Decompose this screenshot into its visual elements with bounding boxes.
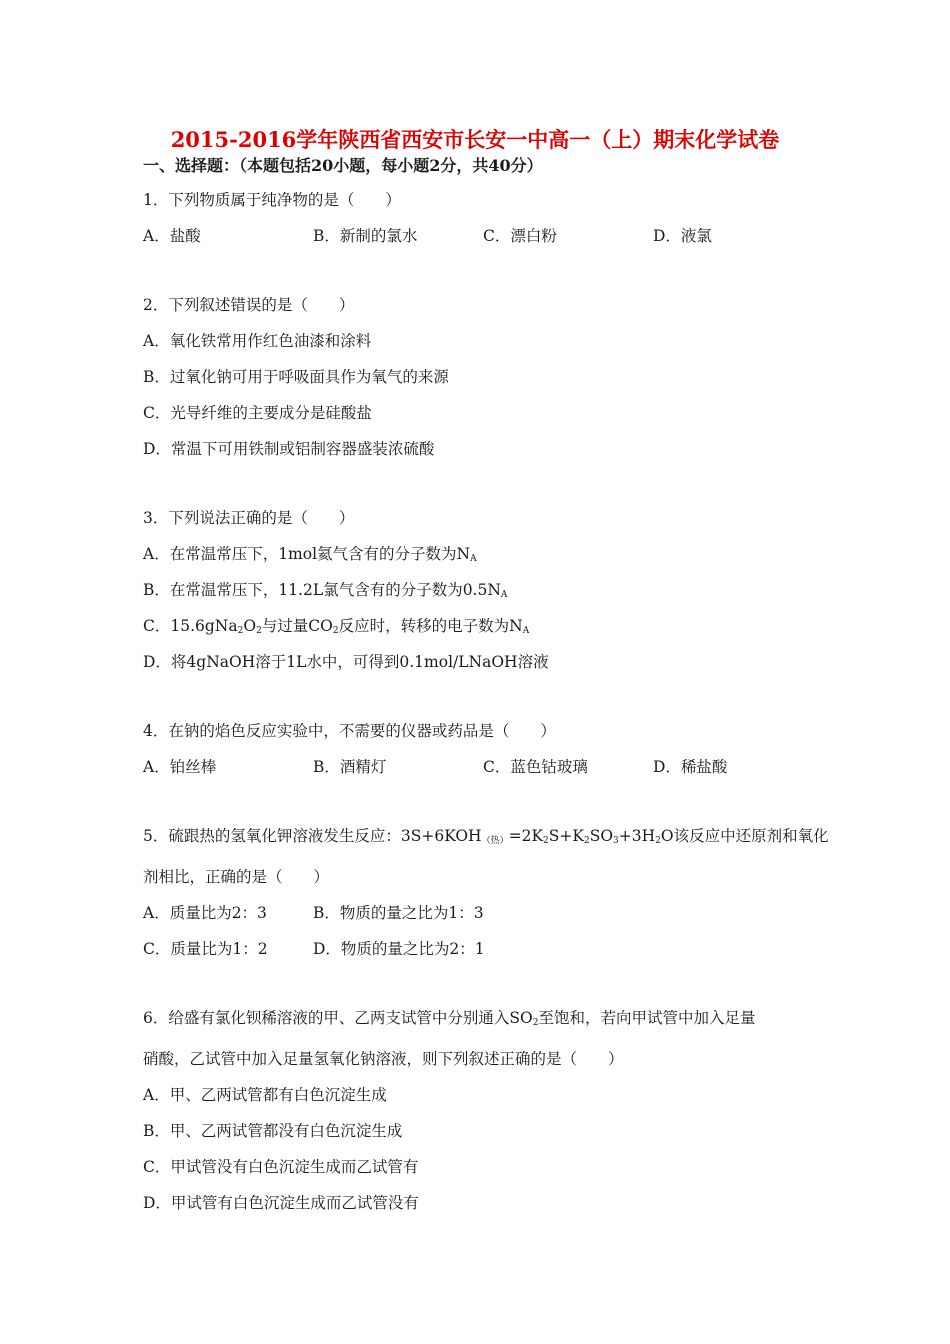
q4-option-a: A．铂丝棒 [143, 758, 217, 776]
q5-option-c: C．质量比为1：2 [143, 940, 268, 958]
q1-stem: 1．下列物质属于纯净物的是（ ） [143, 191, 401, 209]
section-heading: 一、选择题：（本题包括20小题，每小题2分，共40分） [143, 156, 543, 175]
q5-stem: 5．硫跟热的氢氧化钾溶液发生反应：3S+6KOH（热）$=2K_2S+K_2SO_3+3H_2O$该反应中还原剂和氧化 [143, 827, 829, 846]
q1-option-d: D．液氯 [653, 227, 712, 245]
q3-option-d: D．将4gNaOH溶于1L水中，可得到0.1mol/LNaOH溶液 [143, 653, 549, 671]
q5-option-b: B．物质的量之比为1：3 [313, 904, 484, 922]
q2-option-d: D．常温下可用铁制或铝制容器盛装浓硫酸 [143, 440, 435, 458]
q5-option-a: A．质量比为2：3 [143, 904, 267, 922]
q3-option-c: C．$15.6gNa_2O_2$与过量$CO_2$反应时，转移的电子数为$N_A$ [143, 617, 530, 636]
q1-option-c: C．漂白粉 [483, 227, 557, 245]
q6-stem: 6．给盛有氯化钡稀溶液的甲、乙两支试管中分别通入$SO_2$至饱和，若向甲试管中加入足量 [143, 1009, 756, 1028]
q6-option-d: D．甲试管有白色沉淀生成而乙试管没有 [143, 1194, 419, 1212]
q2-option-a: A．氧化铁常用作红色油漆和涂料 [143, 332, 372, 350]
q6-option-b: B．甲、乙两试管都没有白色沉淀生成 [143, 1122, 403, 1140]
q2-option-b: B．过氧化钠可用于呼吸面具作为氧气的来源 [143, 368, 449, 386]
q6-option-c: C．甲试管没有白色沉淀生成而乙试管有 [143, 1158, 419, 1176]
q2-stem: 2．下列叙述错误的是（ ） [143, 296, 355, 314]
q3-option-a: A．在常温常压下，1mol氦气含有的分子数为$N_A$ [143, 545, 477, 564]
q6-option-a: A．甲、乙两试管都有白色沉淀生成 [143, 1086, 387, 1104]
q5-stem-line2: 剂相比，正确的是（ ） [143, 868, 330, 886]
q5-option-d: D．物质的量之比为2：1 [313, 940, 485, 958]
q2-option-c: C．光导纤维的主要成分是硅酸盐 [143, 404, 372, 422]
q4-stem: 4．在钠的焰色反应实验中，不需要的仪器或药品是（ ） [143, 722, 556, 740]
q3-option-b: B．在常温常压下，11.2L氯气含有的分子数为$0.5N_A$ [143, 581, 508, 600]
q3-stem: 3．下列说法正确的是（ ） [143, 509, 355, 527]
q4-option-d: D．稀盐酸 [653, 758, 728, 776]
q6-stem-line2: 硝酸，乙试管中加入足量氢氧化钠溶液，则下列叙述正确的是（ ） [143, 1050, 624, 1068]
q4-option-c: C．蓝色钴玻璃 [483, 758, 588, 776]
page-title: 2015-2016学年陕西省西安市长安一中高一（上）期末化学试卷 [170, 127, 780, 152]
q1-option-a: A．盐酸 [143, 227, 201, 245]
q1-option-b: B．新制的氯水 [313, 227, 418, 245]
q4-option-b: B．酒精灯 [313, 758, 387, 776]
